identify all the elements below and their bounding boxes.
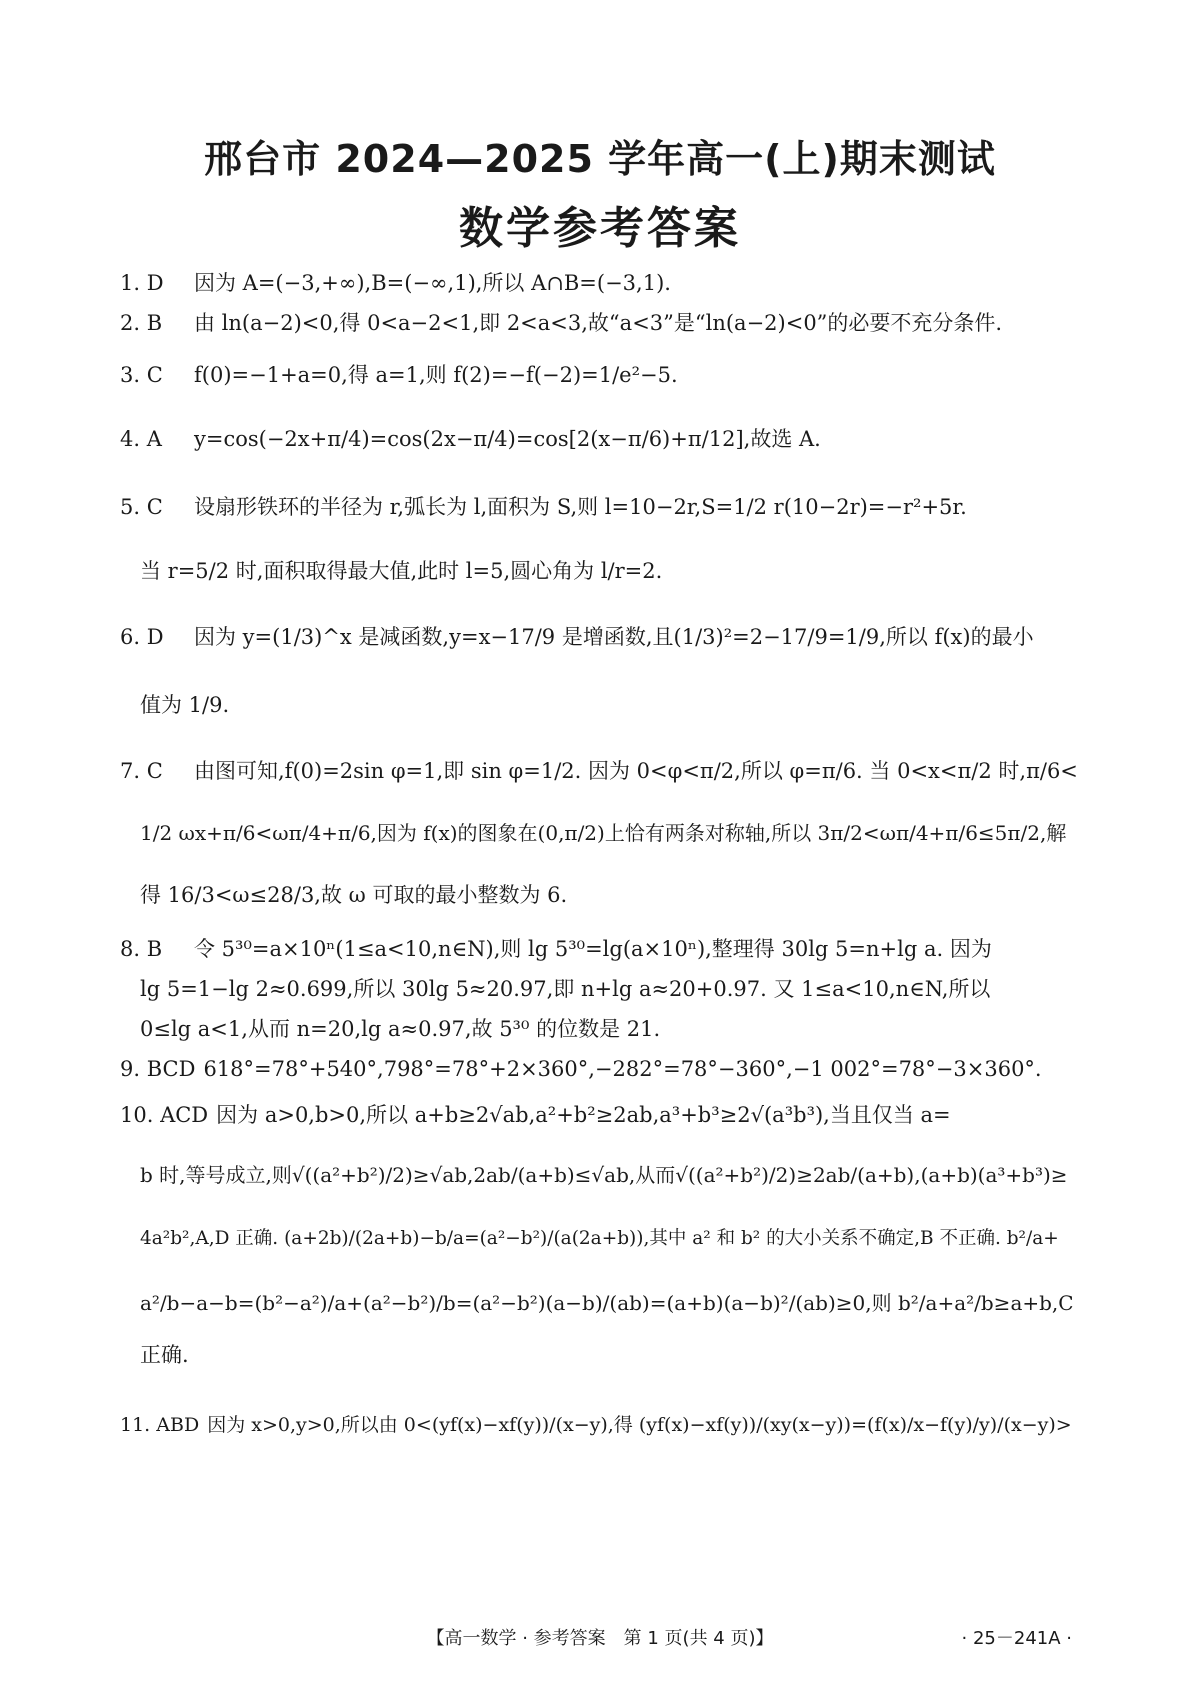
answer-7-line-2: 1/2 ωx+π/6<ωπ/4+π/6,因为 f(x)的图象在(0,π/2)上恰有两条对称轴,所以 3π/2<ωπ/4+π/6≤5π/2,解 [140,821,1067,845]
page-footer [0,1624,1200,1654]
answer-10-line-2: b 时,等号成立,则√((a²+b²)/2)≥√ab,2ab/(a+b)≤√ab,从而√((a²+b²)/2)≥2ab/(a+b),(a+b)(a³+b³)≥ [140,1163,1068,1187]
answer-2 [120,308,1080,338]
answer-text: 由图可知,f(0)=2sin φ=1,即 sin φ=1/2. 因为 0<φ<π/2,所以 φ=π/6. 当 0<x<π/2 时,π/6< [194,759,1078,783]
answer-8-line-2: lg 5=1−lg 2≈0.699,所以 30lg 5≈20.97,即 n+lg a≈20+0.97. 又 1≤a<10,n∈N,所以 [140,977,991,1001]
answer-6-line-2: 值为 1/9. [140,693,230,717]
answer-5-line-2: 当 r=5/2 时,面积取得最大值,此时 l=5,圆心角为 l/r=2. [140,559,663,583]
answer-5 [120,492,1080,522]
answer-10-line-5: 正确. [140,1343,189,1367]
answer-10 [120,1100,1080,1130]
answer-text: 设扇形铁环的半径为 r,弧长为 l,面积为 S,则 l=10−2r,S=1/2 r(10−2r)=−r²+5r. [194,495,967,519]
answer-number: 3. C [120,363,163,387]
answer-text: y=cos(−2x+π/4)=cos(2x−π/4)=cos[2(x−π/6)+π/12],故选 A. [194,427,821,451]
answer-10-line-4: a²/b−a−b=(b²−a²)/a+(a²−b²)/b=(a²−b²)(a−b)/(ab)=(a+b)(a−b)²/(ab)≥0,则 b²/a+a²/b≥a+b,C [140,1291,1074,1315]
answer-10-line-3: 4a²b²,A,D 正确. (a+2b)/(2a+b)−b/a=(a²−b²)/(a(2a+b)),其中 a² 和 b² 的大小关系不确定,B 不正确. b²/a+ [140,1228,1059,1249]
answer-8 [120,934,1080,964]
answer-7 [120,756,1080,786]
answer-7-line-3: 得 16/3<ω≤28/3,故 ω 可取的最小整数为 6. [140,883,568,907]
answer-1 [120,268,1080,298]
answer-text: 因为 x>0,y>0,所以由 0<(yf(x)−xf(y))/(x−y),得 (yf(x)−xf(y))/(xy(x−y))=(f(x)/x−f(y)/y)/(x−y)> [207,1414,1072,1436]
answer-number: 8. B [120,937,163,961]
answer-4 [120,424,1080,454]
answer-number: 7. C [120,759,163,783]
answer-9 [120,1054,1080,1084]
answer-number: 1. D [120,271,164,295]
answer-number: 2. B [120,311,163,335]
footer-page-info: 【高一数学 · 参考答案 第 1 页(共 4 页)】 [426,1628,774,1649]
page-subtitle: 数学参考答案 [459,203,741,254]
answer-text: 令 5³⁰=a×10ⁿ(1≤a<10,n∈N),则 lg 5³⁰=lg(a×10ⁿ),整理得 30lg 5=n+lg a. 因为 [194,937,992,961]
answer-number: 9. BCD [120,1057,196,1081]
page-title: 邢台市 2024—2025 学年高一(上)期末测试 [204,137,996,181]
answer-3 [120,360,1080,390]
answer-number: 10. ACD [120,1103,209,1127]
answer-text: 因为 y=(1/3)^x 是减函数,y=x−17/9 是增函数,且(1/3)²=2−17/9=1/9,所以 f(x)的最小 [194,625,1034,649]
answer-number: 4. A [120,427,162,451]
answer-8-line-3: 0≤lg a<1,从而 n=20,lg a≈0.97,故 5³⁰ 的位数是 21. [140,1017,661,1041]
answer-text: 因为 A=(−3,+∞),B=(−∞,1),所以 A∩B=(−3,1). [194,271,671,295]
footer-code: · 25－241A · [961,1628,1072,1649]
answer-number: 11. ABD [120,1414,200,1436]
answer-text: 由 ln(a−2)<0,得 0<a−2<1,即 2<a<3,故“a<3”是“ln(a−2)<0”的必要不充分条件. [194,311,1003,335]
answer-text: f(0)=−1+a=0,得 a=1,则 f(2)=−f(−2)=1/e²−5. [194,363,678,387]
answer-text: 因为 a>0,b>0,所以 a+b≥2√ab,a²+b²≥2ab,a³+b³≥2√(a³b³),当且仅当 a= [216,1103,951,1127]
answer-11 [120,1410,1080,1440]
answer-6 [120,622,1080,652]
answer-text: 618°=78°+540°,798°=78°+2×360°,−282°=78°−360°,−1 002°=78°−3×360°. [203,1057,1042,1081]
answer-number: 6. D [120,625,164,649]
answer-number: 5. C [120,495,163,519]
